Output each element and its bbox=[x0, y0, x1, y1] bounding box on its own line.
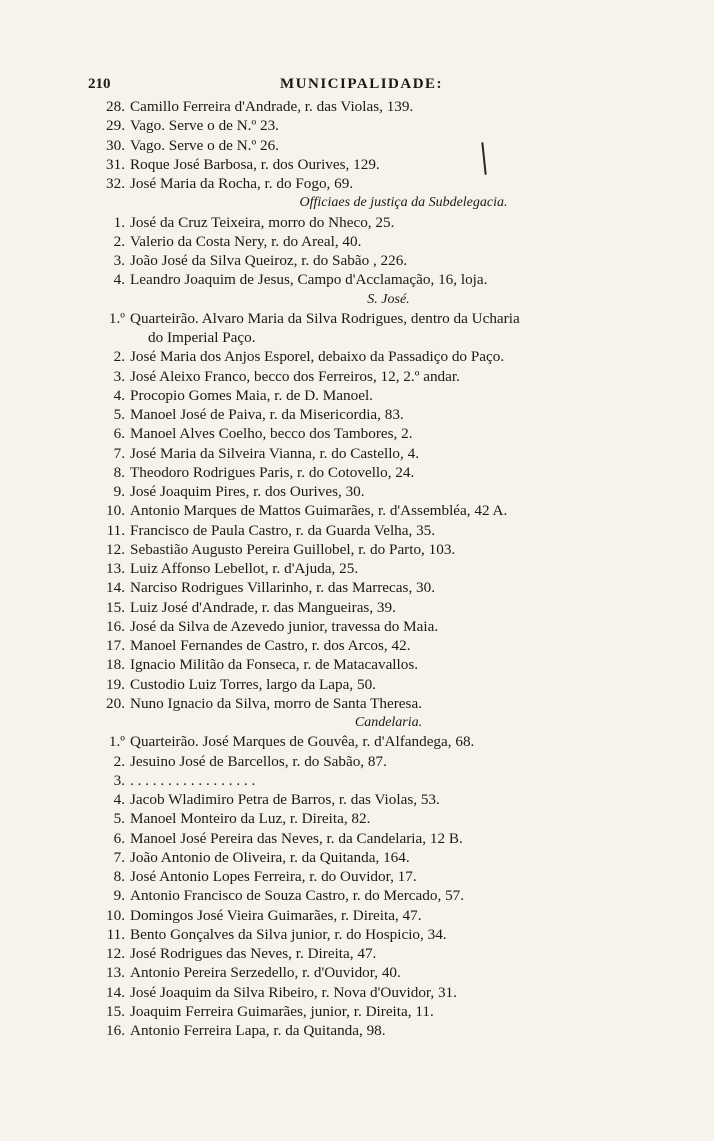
entry-number: 4. bbox=[113, 386, 125, 404]
entry-text: Quarteirão. José Marques de Gouvêa, r. d'Alfandega, 68. bbox=[130, 733, 475, 751]
entry-number: 15. bbox=[106, 1002, 125, 1020]
entry-text: Jacob Wladimiro Petra de Barros, r. das Violas, 53. bbox=[130, 791, 440, 808]
entry-text: Vago. Serve o de N.º 23. bbox=[130, 117, 279, 135]
list-item bbox=[86, 983, 661, 1002]
section-list bbox=[86, 97, 661, 193]
entry-text: José Antonio Lopes Ferreira, r. do Ouvidor, 17. bbox=[130, 868, 417, 885]
entry-text: Custodio Luiz Torres, largo da Lapa, 50. bbox=[130, 675, 376, 693]
entry-number: 9. bbox=[113, 483, 125, 500]
entry-text: Luiz José d'Andrade, r. das Mangueiras, 39. bbox=[130, 598, 396, 616]
entry-number: 16. bbox=[106, 617, 125, 635]
entry-number: 10. bbox=[106, 502, 125, 520]
section-list bbox=[86, 213, 661, 290]
list-item bbox=[86, 213, 661, 232]
entry-number: 15. bbox=[106, 598, 125, 616]
list-item bbox=[86, 424, 661, 443]
entry-number: 13. bbox=[106, 964, 125, 982]
entry-text: Manoel Alves Coelho, becco dos Tambores, 2. bbox=[130, 425, 413, 443]
entry-text: Manoel Fernandes de Castro, r. dos Arcos, 42. bbox=[130, 637, 411, 654]
entry-text: Roque José Barbosa, r. dos Ourives, 129. bbox=[130, 155, 380, 173]
entry-number: 2. bbox=[113, 752, 125, 770]
entry-text: Nuno Ignacio da Silva, morro de Santa Theresa. bbox=[130, 694, 422, 712]
list-item bbox=[86, 232, 661, 251]
list-item bbox=[86, 886, 661, 905]
entry-number: 4. bbox=[113, 271, 125, 289]
list-item bbox=[86, 367, 661, 386]
list-item bbox=[86, 944, 661, 963]
entry-number: 3. bbox=[113, 252, 125, 269]
entry-number: 9. bbox=[113, 887, 125, 905]
entry-text: Leandro Joaquim de Jesus, Campo d'Acclamação, 16, loja. bbox=[130, 271, 488, 289]
entry-text: Narciso Rodrigues Villarinho, r. das Marrecas, 30. bbox=[130, 579, 436, 597]
running-title: MUNICIPALIDADE: bbox=[280, 76, 444, 92]
entry-continuation: do Imperial Paço. bbox=[148, 329, 256, 346]
entry-number: 20. bbox=[106, 694, 125, 712]
list-item bbox=[86, 732, 661, 751]
entry-number: 8. bbox=[113, 868, 125, 885]
entry-number: 28. bbox=[106, 98, 125, 115]
entry-text: José da Silva de Azevedo junior, travessa do Maia. bbox=[130, 617, 439, 635]
entry-number: 2. bbox=[113, 348, 125, 366]
entry-text: Antonio Francisco de Souza Castro, r. do Mercado, 57. bbox=[130, 887, 465, 905]
entry-text: Valerio da Costa Nery, r. do Areal, 40. bbox=[130, 232, 362, 250]
entry-number: 14. bbox=[106, 579, 125, 597]
entry-text: José Joaquim da Silva Ribeiro, r. Nova d'Ouvidor, 31. bbox=[130, 983, 457, 1001]
section-heading-candelaria: Candelaria. bbox=[354, 715, 423, 730]
entry-number: 1.º bbox=[108, 309, 125, 327]
entry-text: José Aleixo Franco, becco dos Ferreiros, 12, 2.º andar. bbox=[130, 367, 460, 385]
entry-text: Vago. Serve o de N.º 26. bbox=[130, 136, 279, 154]
list-item bbox=[86, 444, 661, 463]
entry-text: . . . . . . . . . . . . . . . . . bbox=[130, 771, 256, 789]
entry-text: Antonio Pereira Serzedello, r. d'Ouvidor, 40. bbox=[130, 964, 401, 982]
list-item bbox=[86, 251, 661, 270]
entry-text: Ignacio Militão da Fonseca, r. de Matacavallos. bbox=[130, 656, 419, 674]
list-item bbox=[86, 540, 661, 559]
entry-text: José Maria da Rocha, r. do Fogo, 69. bbox=[130, 175, 354, 192]
list-item bbox=[86, 116, 661, 135]
list-item bbox=[86, 809, 661, 828]
entry-number: 10. bbox=[106, 906, 125, 924]
list-item bbox=[86, 790, 661, 809]
page-number: 210 bbox=[88, 76, 111, 92]
entry-text: Manoel José de Paiva, r. da Misericordia, 83. bbox=[130, 406, 404, 423]
list-item bbox=[86, 906, 661, 925]
entry-number: 4. bbox=[113, 791, 125, 808]
list-item bbox=[86, 559, 661, 578]
entry-number: 30. bbox=[106, 136, 125, 154]
entry-number: 2. bbox=[113, 232, 125, 250]
entry-number: 16. bbox=[106, 1022, 125, 1039]
list-item bbox=[86, 848, 661, 867]
entry-number: 11. bbox=[106, 521, 125, 539]
list-item bbox=[86, 636, 661, 655]
entry-number: 31. bbox=[106, 155, 125, 173]
list-item bbox=[86, 405, 661, 424]
entry-number: 17. bbox=[106, 637, 125, 654]
entry-number: 7. bbox=[113, 848, 125, 866]
entry-text: Antonio Ferreira Lapa, r. da Quitanda, 98. bbox=[130, 1022, 386, 1039]
list-item bbox=[86, 578, 661, 597]
entry-text: Manoel Monteiro da Luz, r. Direita, 82. bbox=[130, 810, 371, 828]
section-heading-officiaes: Officiaes de justiça da Subdelegacia. bbox=[299, 195, 508, 211]
entry-number: 13. bbox=[106, 560, 125, 577]
entry-number: 7. bbox=[113, 444, 125, 462]
list-item bbox=[86, 829, 661, 848]
entry-number: 8. bbox=[113, 463, 125, 481]
entry-number: 32. bbox=[106, 175, 125, 192]
entry-text: Manoel José Pereira das Neves, r. da Candelaria, 12 B. bbox=[130, 829, 463, 847]
list-item bbox=[86, 617, 661, 636]
list-item bbox=[86, 463, 661, 482]
entry-text: José da Cruz Teixeira, morro do Nheco, 25. bbox=[130, 213, 395, 231]
entry-text: Quarteirão. Alvaro Maria da Silva Rodrigues, dentro da Ucharia bbox=[130, 309, 520, 327]
list-item bbox=[86, 136, 661, 155]
entry-text: José Rodrigues das Neves, r. Direita, 47. bbox=[130, 945, 377, 962]
entry-number: 3. bbox=[113, 771, 125, 789]
entry-text: José Maria da Silveira Vianna, r. do Castello, 4. bbox=[130, 444, 419, 462]
entry-text: Domingos José Vieira Guimarães, r. Direita, 47. bbox=[130, 906, 422, 924]
entry-number: 3. bbox=[113, 367, 125, 385]
list-item bbox=[86, 270, 661, 289]
list-item bbox=[86, 675, 661, 694]
entry-text: João Antonio de Oliveira, r. da Quitanda, 164. bbox=[130, 848, 410, 866]
entry-text: Jesuino José de Barcellos, r. do Sabão, 87. bbox=[130, 752, 387, 770]
list-item bbox=[86, 771, 661, 790]
entry-text: José Maria dos Anjos Esporel, debaixo da Passadiço do Paço. bbox=[130, 348, 505, 366]
entry-text: Sebastião Augusto Pereira Guillobel, r. do Parto, 103. bbox=[130, 540, 456, 558]
section-list bbox=[86, 347, 661, 713]
entry-text: João José da Silva Queiroz, r. do Sabão , 226. bbox=[130, 252, 408, 269]
list-item bbox=[86, 655, 661, 674]
entry-number: 1.º bbox=[108, 733, 125, 751]
section-list bbox=[86, 732, 661, 1040]
section-heading-sao-jose: S. José. bbox=[367, 291, 410, 307]
list-item bbox=[86, 925, 661, 944]
entry-text: Camillo Ferreira d'Andrade, r. das Violas, 139. bbox=[130, 98, 414, 115]
entry-number: 29. bbox=[106, 117, 125, 135]
list-item bbox=[86, 347, 661, 366]
list-item bbox=[86, 867, 661, 886]
list-item bbox=[86, 174, 661, 193]
entry-number: 1. bbox=[113, 213, 125, 231]
entry-text: José Joaquim Pires, r. dos Ourives, 30. bbox=[130, 483, 365, 500]
list-item bbox=[86, 1002, 661, 1021]
entry-number: 6. bbox=[113, 425, 125, 443]
list-item bbox=[86, 963, 661, 982]
entry-number: 12. bbox=[106, 540, 125, 558]
entry-number: 14. bbox=[106, 983, 125, 1001]
entry-text: Theodoro Rodrigues Paris, r. do Cotovello, 24. bbox=[130, 463, 415, 481]
list-item bbox=[86, 155, 661, 174]
entry-number: 5. bbox=[113, 810, 125, 828]
body-text bbox=[86, 97, 661, 1040]
list-item bbox=[86, 1021, 661, 1040]
list-item bbox=[86, 521, 661, 540]
list-item bbox=[86, 501, 661, 520]
entry-number: 19. bbox=[106, 675, 125, 693]
list-item bbox=[86, 386, 661, 405]
list-item bbox=[86, 482, 661, 501]
list-item bbox=[86, 752, 661, 771]
entry-number: 5. bbox=[113, 406, 125, 423]
entry-text: Bento Gonçalves da Silva junior, r. do Hospicio, 34. bbox=[130, 925, 447, 943]
entry-number: 6. bbox=[113, 829, 125, 847]
entry-text: Joaquim Ferreira Guimarães, junior, r. Direita, 11. bbox=[130, 1002, 434, 1020]
entry-number: 12. bbox=[106, 945, 125, 962]
list-item bbox=[86, 694, 661, 713]
entry-text: Procopio Gomes Maia, r. de D. Manoel. bbox=[130, 386, 373, 404]
list-item bbox=[86, 97, 661, 116]
page-header bbox=[88, 76, 648, 96]
list-item bbox=[86, 598, 661, 617]
entry-number: 18. bbox=[106, 656, 125, 674]
entry-text: Francisco de Paula Castro, r. da Guarda Velha, 35. bbox=[130, 521, 436, 539]
entry-number: 11. bbox=[106, 925, 125, 943]
entry-text: Luiz Affonso Lebellot, r. d'Ajuda, 25. bbox=[130, 560, 359, 577]
entry-text: Antonio Marques de Mattos Guimarães, r. d'Assembléa, 42 A. bbox=[130, 502, 508, 520]
list-item bbox=[86, 309, 661, 328]
